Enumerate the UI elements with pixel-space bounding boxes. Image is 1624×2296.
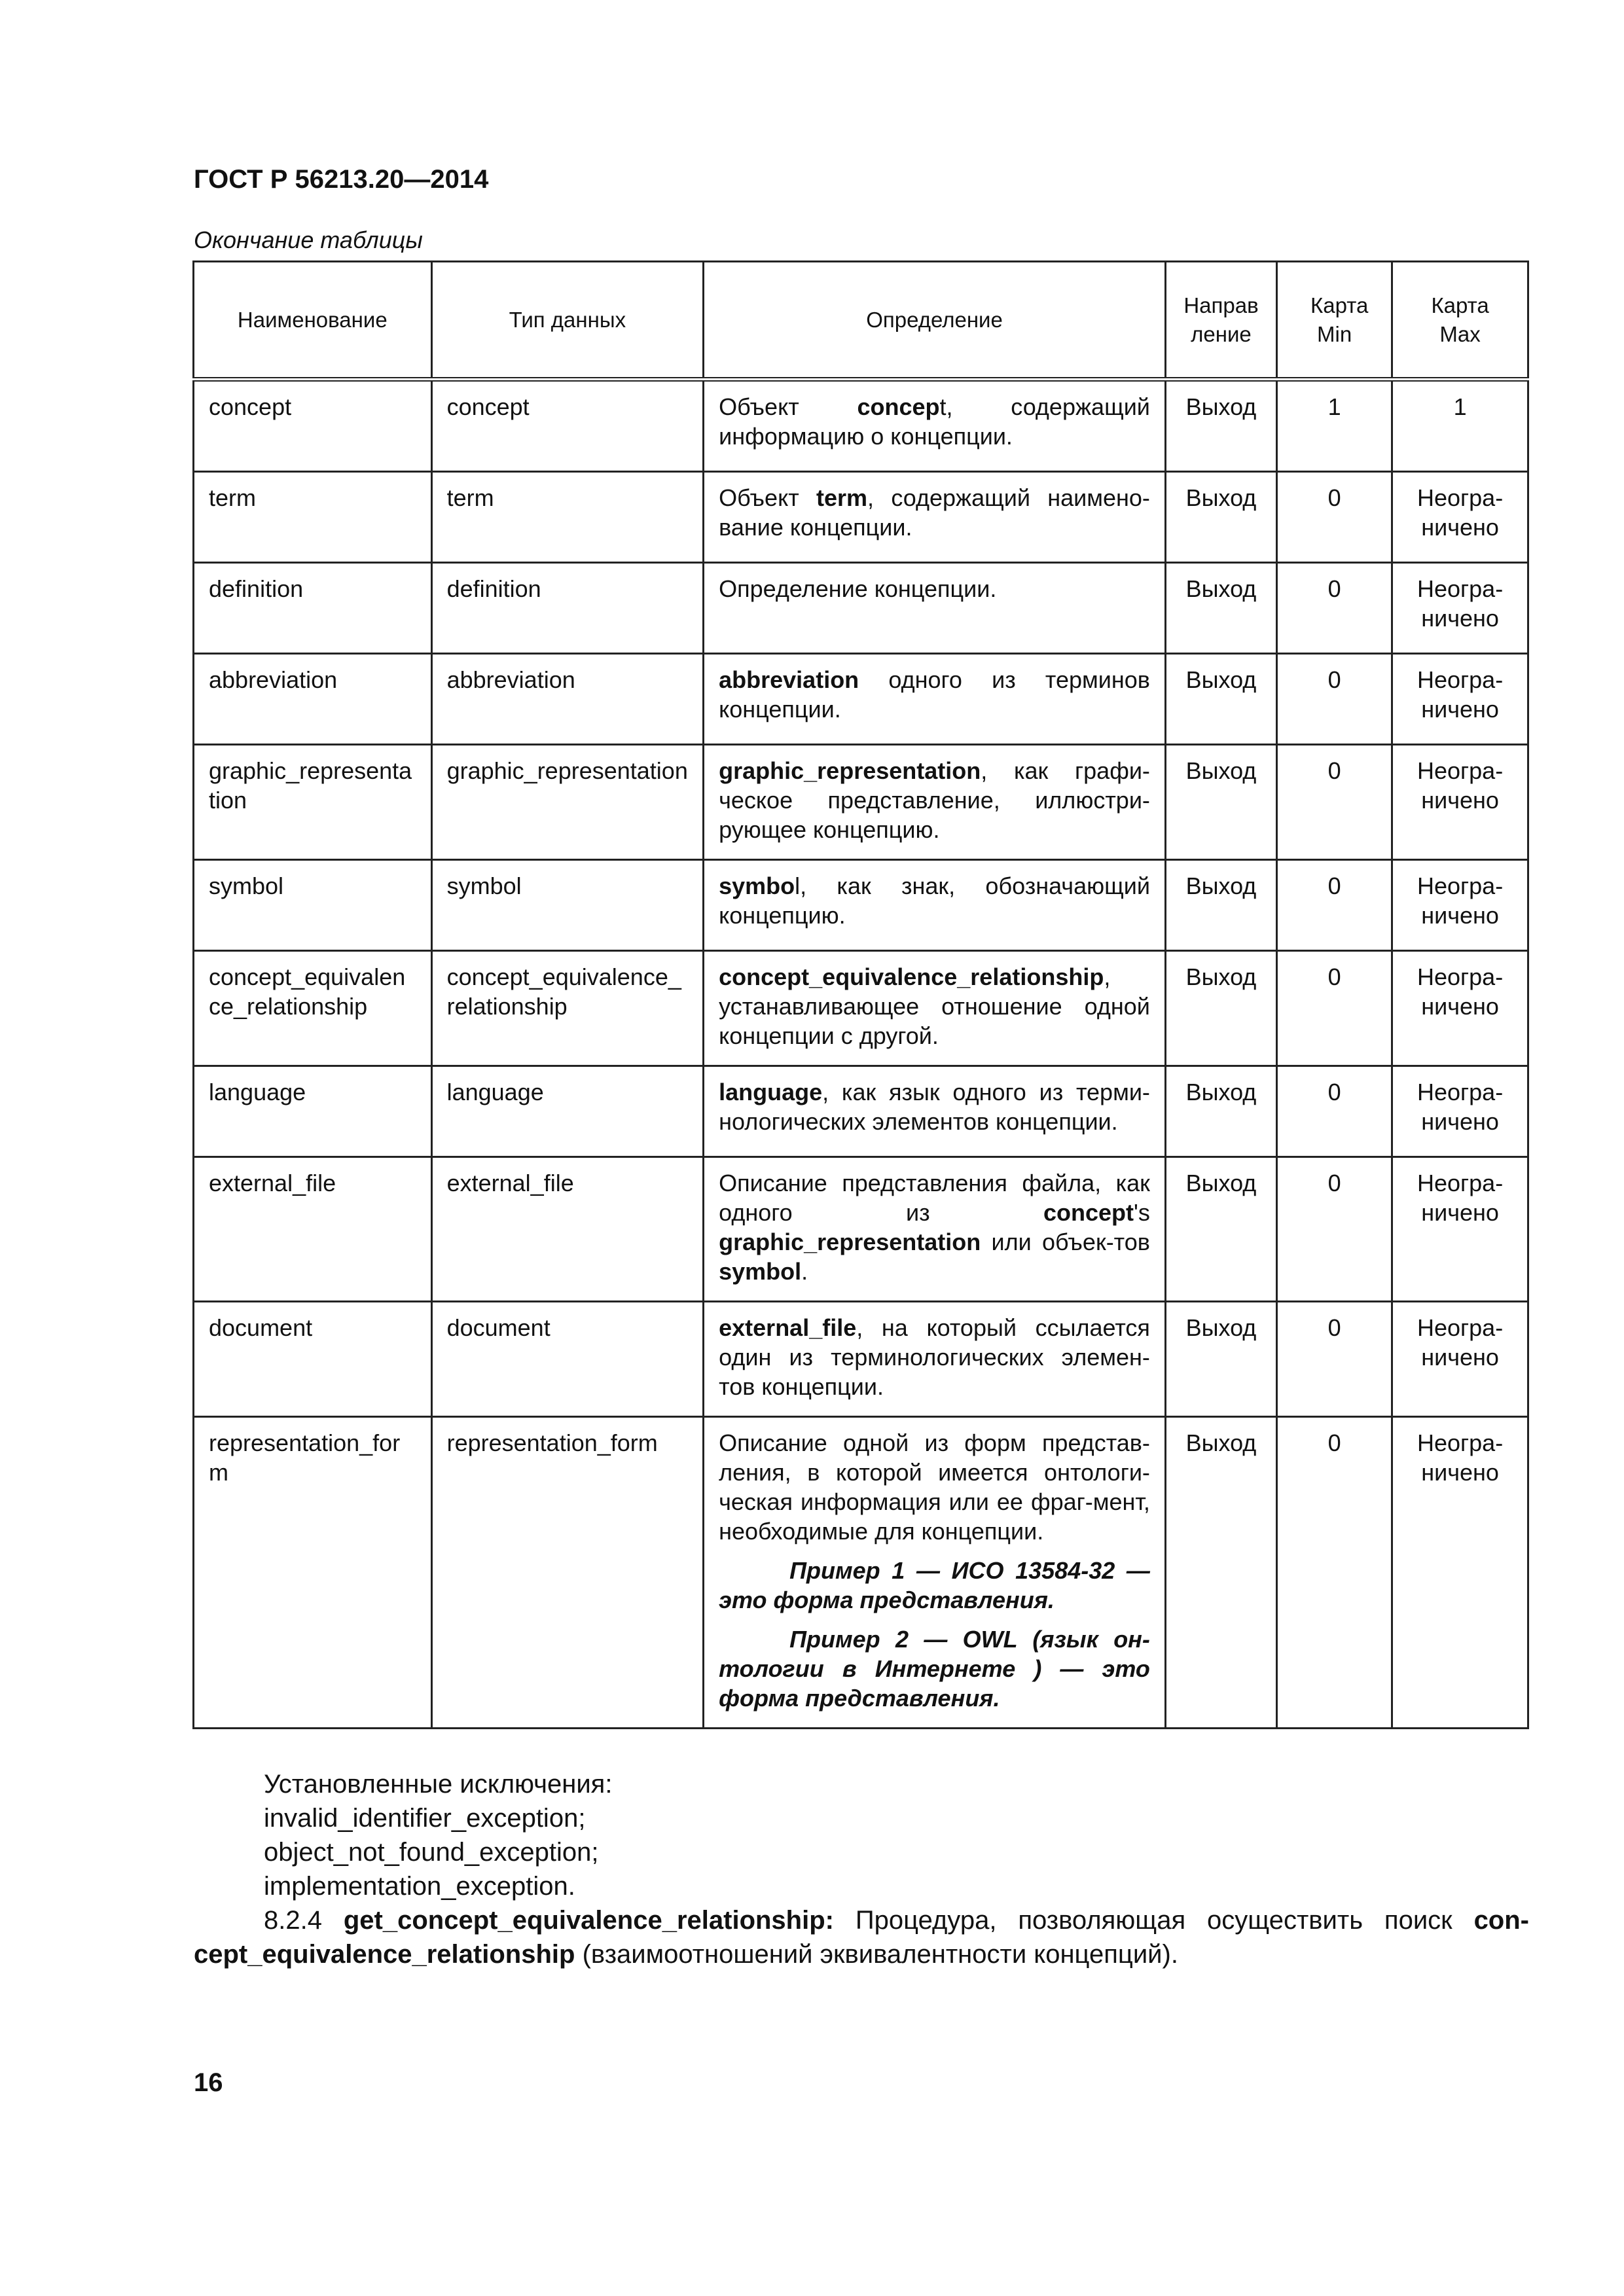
- cell-direction: Выход: [1165, 380, 1276, 472]
- definition-text: t, содержащий информацию о концепции.: [719, 393, 1150, 450]
- definition-text: l, как знак, обозначающий концепцию.: [719, 872, 1150, 929]
- definition-text: abbreviation: [719, 666, 859, 693]
- definition-text: symbol: [719, 1258, 802, 1285]
- section-number: 8.2.4: [264, 1906, 344, 1935]
- definition-text: language: [719, 1079, 823, 1105]
- cell-direction: Выход: [1165, 745, 1276, 860]
- definition-text: , как графи-ческое представление, иллюстри-рующее концепцию.: [719, 757, 1150, 843]
- cell-card-max: 1: [1392, 380, 1528, 472]
- cell-name: graphic_representation: [194, 745, 432, 860]
- definition-text: , на который ссылается один из терминологических элемен-тов концепции.: [719, 1314, 1150, 1400]
- table-row: [194, 745, 1528, 860]
- definition-text: term: [816, 484, 868, 511]
- cell-name: external_file: [194, 1157, 432, 1302]
- definition-text: , содержащий наимено-вание концепции.: [719, 484, 1150, 541]
- cell-definition: [704, 1302, 1166, 1417]
- cell-type: external_file: [431, 1157, 704, 1302]
- cell-type: representation_form: [431, 1417, 704, 1729]
- cell-type: language: [431, 1066, 704, 1157]
- cell-direction: Выход: [1165, 563, 1276, 654]
- cell-card-max: Неогра-ничено: [1392, 654, 1528, 745]
- definition-text: Описание представления файла, как одного из: [719, 1170, 1150, 1226]
- cell-card-max: Неогра-ничено: [1392, 745, 1528, 860]
- cell-direction: Выход: [1165, 472, 1276, 563]
- cell-definition: [704, 1417, 1166, 1729]
- cell-definition: [704, 951, 1166, 1066]
- cell-type: concept: [431, 380, 704, 472]
- cell-type: abbreviation: [431, 654, 704, 745]
- column-header: Карта Max: [1392, 262, 1528, 380]
- cell-definition: [704, 745, 1166, 860]
- cell-card-max: Неогра-ничено: [1392, 1157, 1528, 1302]
- cell-name: abbreviation: [194, 654, 432, 745]
- cell-name: language: [194, 1066, 432, 1157]
- page-number: 16: [194, 2068, 223, 2097]
- table-row: [194, 1157, 1528, 1302]
- definition-text: одного из терминов концепции.: [719, 666, 1150, 723]
- table-row: [194, 654, 1528, 745]
- cell-card-min: 0: [1277, 472, 1392, 563]
- cell-definition: [704, 1157, 1166, 1302]
- cell-definition: [704, 472, 1166, 563]
- cell-direction: Выход: [1165, 1302, 1276, 1417]
- cell-name: document: [194, 1302, 432, 1417]
- exception-item: implementation_exception.: [264, 1872, 575, 1901]
- definition-text: или объек-тов: [981, 1229, 1150, 1255]
- cell-card-max: Неогра-ничено: [1392, 1302, 1528, 1417]
- cell-type: definition: [431, 563, 704, 654]
- definition-text: , как язык одного из терми-нологических элементов концепции.: [719, 1079, 1150, 1135]
- table-row: [194, 860, 1528, 951]
- section-paragraph: [194, 1903, 1529, 1971]
- cell-card-max: Неогра-ничено: [1392, 563, 1528, 654]
- procedure-name-ref: con-cept_equivalence_relationship: [194, 1906, 1529, 1969]
- cell-card-max: Неогра-ничено: [1392, 951, 1528, 1066]
- cell-card-max: Неогра-ничено: [1392, 472, 1528, 563]
- cell-definition: [704, 563, 1166, 654]
- exception-item: invalid_identifier_exception;: [264, 1804, 586, 1833]
- cell-card-min: 0: [1277, 1066, 1392, 1157]
- cell-definition: [704, 860, 1166, 951]
- definition-text: concept: [1043, 1199, 1134, 1226]
- cell-card-min: 0: [1277, 563, 1392, 654]
- cell-name: representation_form: [194, 1417, 432, 1729]
- body-text: [194, 1767, 1529, 1971]
- definition-text: concept_equivalence_relationship: [719, 963, 1104, 990]
- cell-card-min: 0: [1277, 1417, 1392, 1729]
- table-row: [194, 1417, 1528, 1729]
- definition-text: Объект: [719, 484, 817, 511]
- column-header: Направ ление: [1165, 262, 1276, 380]
- table-header-row: [194, 262, 1528, 380]
- table-row: [194, 563, 1528, 654]
- cell-direction: Выход: [1165, 860, 1276, 951]
- cell-name: term: [194, 472, 432, 563]
- table-row: [194, 1066, 1528, 1157]
- cell-card-min: 0: [1277, 1157, 1392, 1302]
- cell-card-min: 0: [1277, 1302, 1392, 1417]
- cell-card-max: Неогра-ничено: [1392, 1066, 1528, 1157]
- definition-text: .: [801, 1258, 808, 1285]
- cell-card-min: 0: [1277, 745, 1392, 860]
- column-header: Определение: [704, 262, 1166, 380]
- cell-type: graphic_representation: [431, 745, 704, 860]
- exception-item: object_not_found_exception;: [264, 1838, 599, 1867]
- column-header: Наименование: [194, 262, 432, 380]
- definition-text: graphic_representation: [719, 1229, 981, 1255]
- section-text: Процедура, позволяющая осуществить поиск: [833, 1906, 1474, 1935]
- exceptions-title: Установленные исключения:: [264, 1770, 613, 1799]
- example-note: Пример 1 — ИСО 13584-32 — это форма представления.: [719, 1557, 1150, 1613]
- interface-table: [192, 260, 1529, 1729]
- cell-card-max: Неогра-ничено: [1392, 1417, 1528, 1729]
- section-text-end: (взаимоотношений эквивалентности концепций).: [575, 1940, 1178, 1969]
- table-caption: Окончание таблицы: [194, 226, 423, 253]
- cell-name: definition: [194, 563, 432, 654]
- cell-card-min: 0: [1277, 860, 1392, 951]
- example-note: Пример 2 — OWL (язык он-тологии в Интернете ) — это форма представления.: [719, 1626, 1150, 1712]
- definition-text: 's: [1134, 1199, 1150, 1226]
- definition-text: , устанавливающее отношение одной концепции с другой.: [719, 963, 1150, 1049]
- cell-type: term: [431, 472, 704, 563]
- table-row: [194, 472, 1528, 563]
- cell-card-max: Неогра-ничено: [1392, 860, 1528, 951]
- cell-direction: Выход: [1165, 1066, 1276, 1157]
- cell-definition: [704, 1066, 1166, 1157]
- cell-card-min: 1: [1277, 380, 1392, 472]
- definition-text: concep: [857, 393, 940, 420]
- cell-name: concept: [194, 380, 432, 472]
- column-header: Тип данных: [431, 262, 704, 380]
- document-header: ГОСТ Р 56213.20—2014: [194, 165, 489, 194]
- definition-text: Определение концепции.: [719, 575, 997, 602]
- cell-direction: Выход: [1165, 1417, 1276, 1729]
- cell-direction: Выход: [1165, 1157, 1276, 1302]
- cell-type: concept_equivalence_ relationship: [431, 951, 704, 1066]
- definition-text: Объект: [719, 393, 857, 420]
- table-row: [194, 380, 1528, 472]
- cell-definition: [704, 654, 1166, 745]
- table-row: [194, 1302, 1528, 1417]
- cell-type: document: [431, 1302, 704, 1417]
- cell-name: symbol: [194, 860, 432, 951]
- procedure-name: get_concept_equivalence_relationship:: [343, 1906, 834, 1935]
- cell-direction: Выход: [1165, 654, 1276, 745]
- cell-card-min: 0: [1277, 951, 1392, 1066]
- definition-text: graphic_representation: [719, 757, 981, 784]
- column-header: Карта Min: [1277, 262, 1392, 380]
- definition-text: symbo: [719, 872, 795, 899]
- definition-text: Описание одной из форм представ-ления, в которой имеется онтологи-ческая информация или ее фраг-мент, необходимые для концепции.: [719, 1429, 1150, 1545]
- definition-text: external_file: [719, 1314, 857, 1341]
- table-row: [194, 951, 1528, 1066]
- cell-card-min: 0: [1277, 654, 1392, 745]
- cell-direction: Выход: [1165, 951, 1276, 1066]
- cell-type: symbol: [431, 860, 704, 951]
- cell-name: concept_equivalence_relationship: [194, 951, 432, 1066]
- cell-definition: [704, 380, 1166, 472]
